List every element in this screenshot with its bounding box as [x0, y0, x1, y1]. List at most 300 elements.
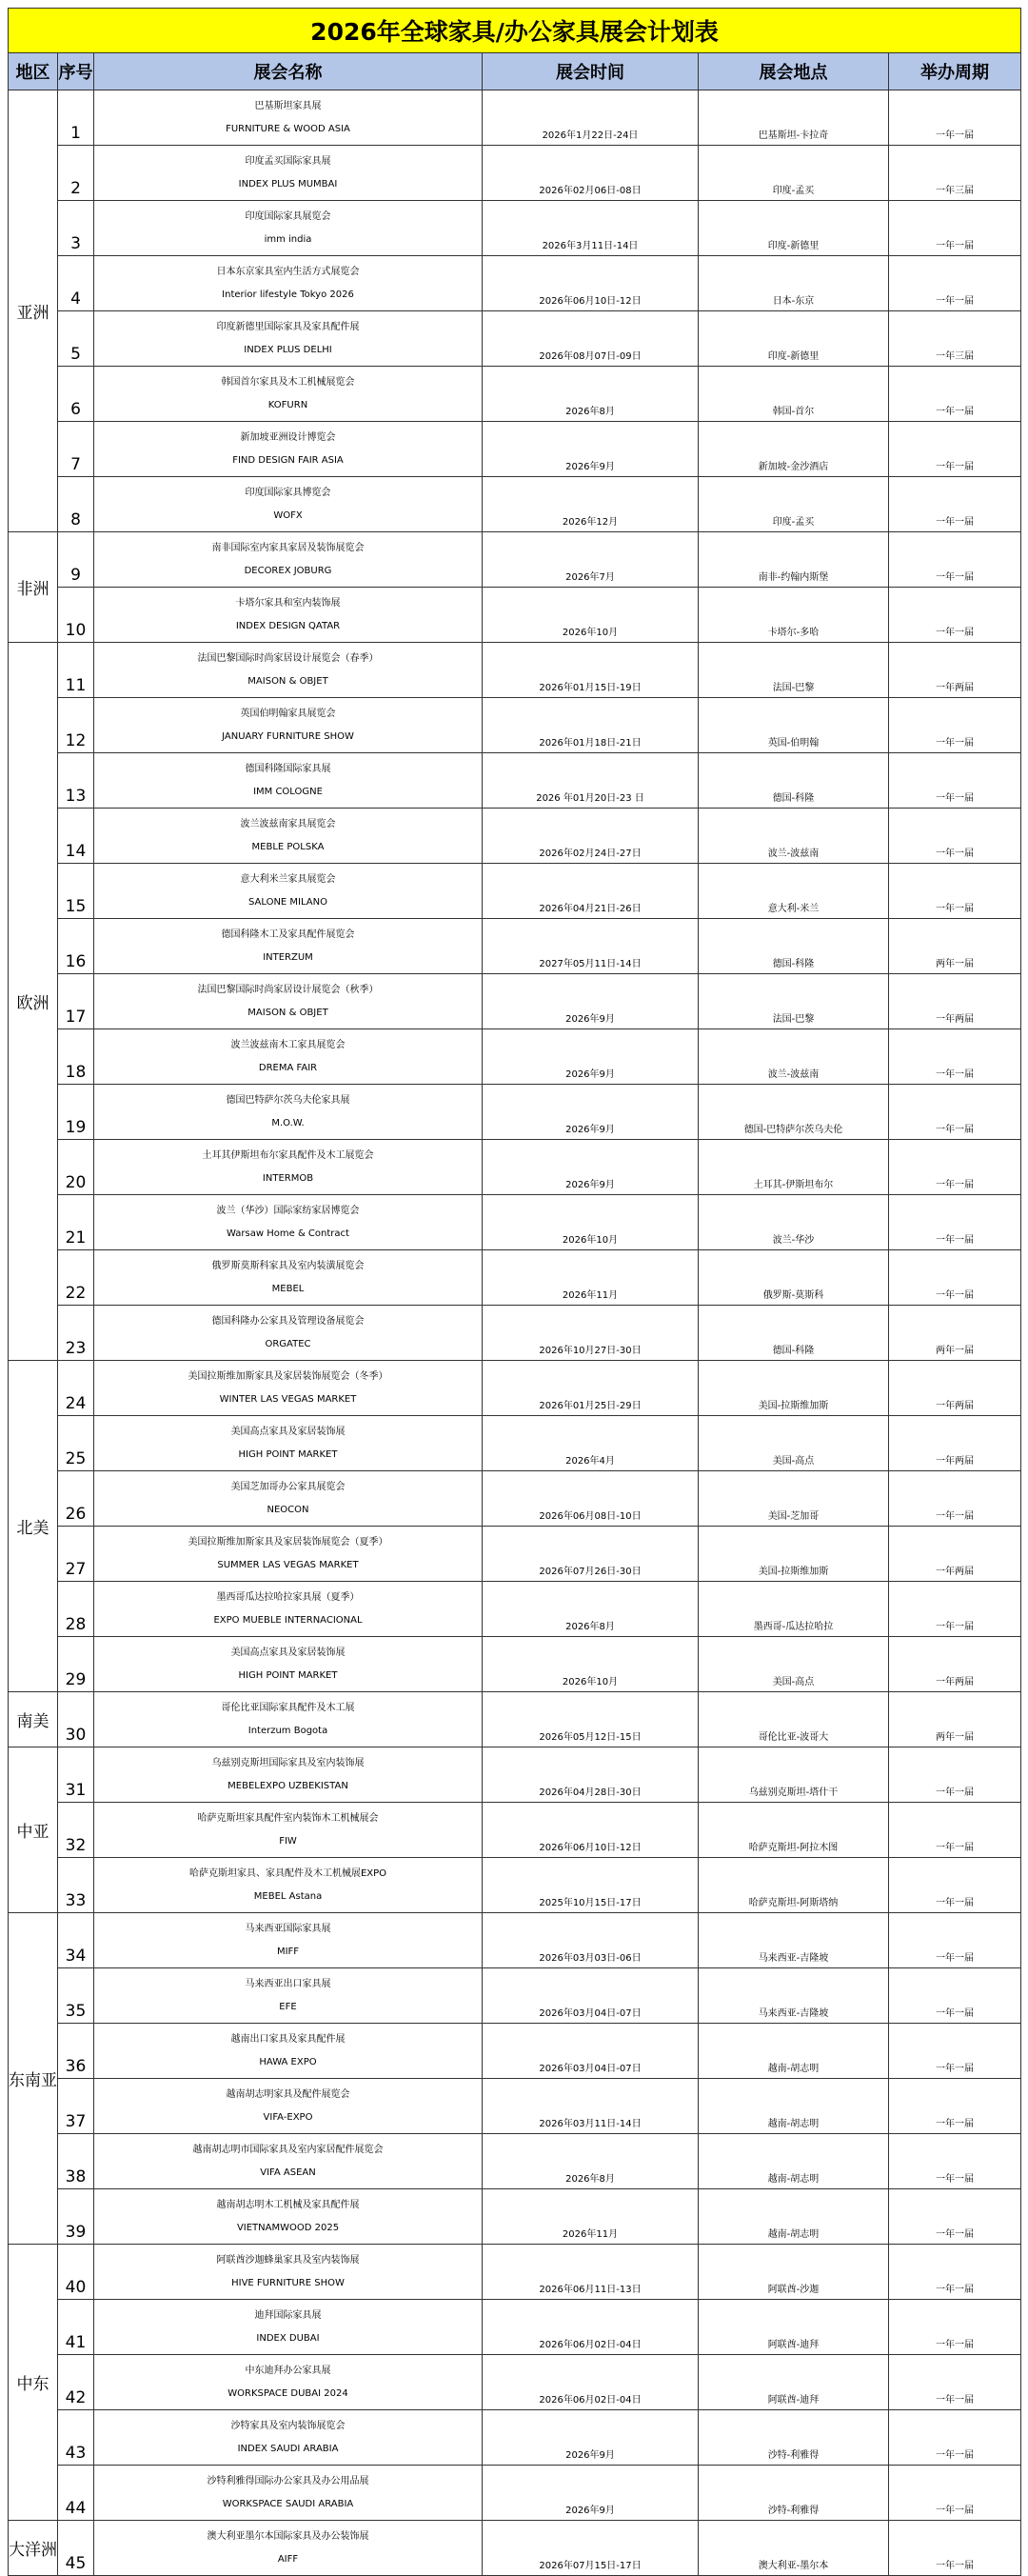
- exhibition-name-en: HIGH POINT MARKET: [238, 1448, 338, 1460]
- exhibition-date: 2026年05月12日-15日: [483, 1692, 699, 1747]
- row-number: 28: [58, 1582, 94, 1637]
- exhibition-name-en: INTERZUM: [263, 951, 313, 963]
- exhibition-name-cn: 迪拜国际家具展: [254, 2309, 322, 2321]
- exhibition-name: [94, 367, 483, 422]
- exhibition-name-cn: 巴基斯坦家具展: [254, 100, 322, 111]
- exhibition-location: 哈萨克斯坦-阿拉木图: [699, 1803, 889, 1858]
- exhibition-name: [94, 1803, 483, 1858]
- exhibition-name: [94, 1029, 483, 1085]
- exhibition-name: [94, 919, 483, 974]
- exhibition-location: 沙特-利雅得: [699, 2410, 889, 2466]
- exhibition-name-cn: 美国拉斯维加斯家具及家居装饰展览会（夏季）: [188, 1536, 388, 1548]
- row-number: 30: [58, 1692, 94, 1747]
- exhibition-name: [94, 256, 483, 311]
- exhibition-date: 2026年04月28日-30日: [483, 1747, 699, 1803]
- exhibition-name-cn: 波兰（华沙）国际家纺家居博览会: [216, 1205, 360, 1216]
- exhibition-date: 2026年06月11日-13日: [483, 2245, 699, 2300]
- exhibition-name-cn: 德国科隆办公家具及管理设备展览会: [211, 1315, 365, 1327]
- exhibition-name-en: INDEX DESIGN QATAR: [235, 620, 341, 631]
- exhibition-name: [94, 2024, 483, 2079]
- exhibition-name-cn: 澳大利亚墨尔本国际家具及办公装饰展: [207, 2530, 369, 2542]
- row-number: 12: [58, 698, 94, 753]
- exhibition-name: [94, 698, 483, 753]
- exhibition-cycle: 一年一届: [889, 2079, 1021, 2134]
- exhibition-name-cn: 德国科隆木工及家具配件展览会: [221, 929, 355, 940]
- exhibition-location: 德国-巴特萨尔茨乌夫伦: [699, 1085, 889, 1140]
- exhibition-name-cn: 德国巴特萨尔茨乌夫伦家具展: [226, 1094, 350, 1106]
- exhibition-name-cn: 沙特家具及室内装饰展览会: [230, 2420, 346, 2431]
- exhibition-name-en: imm india: [264, 233, 312, 245]
- exhibition-name: [94, 974, 483, 1029]
- exhibition-name: [94, 422, 483, 477]
- exhibition-location: 意大利-米兰: [699, 864, 889, 919]
- exhibition-location: 土耳其-伊斯坦布尔: [699, 1140, 889, 1195]
- exhibition-name-en: NEOCON: [267, 1504, 309, 1515]
- exhibition-location: 阿联酋-沙迦: [699, 2245, 889, 2300]
- exhibition-name: [94, 1195, 483, 1250]
- table-row: [9, 1913, 1021, 1968]
- exhibition-cycle: 一年一届: [889, 864, 1021, 919]
- exhibition-cycle: 一年一届: [889, 2245, 1021, 2300]
- exhibition-location: 阿联酋-迪拜: [699, 2300, 889, 2355]
- exhibition-name-en: EXPO MUEBLE INTERNACIONAL: [213, 1614, 363, 1626]
- exhibition-cycle: 两年一届: [889, 1692, 1021, 1747]
- exhibition-name: [94, 2189, 483, 2245]
- exhibition-name-en: KOFURN: [267, 399, 308, 410]
- header-row: [9, 53, 1021, 90]
- exhibition-location: 德国-科隆: [699, 919, 889, 974]
- exhibition-date: 2026年11月: [483, 1250, 699, 1306]
- exhibition-cycle: 一年一届: [889, 2189, 1021, 2245]
- exhibition-name: [94, 2134, 483, 2189]
- exhibition-date: 2025年10月15日-17日: [483, 1858, 699, 1913]
- exhibition-location: 南非-约翰内斯堡: [699, 532, 889, 588]
- exhibition-location: 英国-伯明翰: [699, 698, 889, 753]
- exhibition-name-cn: 哈萨克斯坦家具配件室内装饰木工机械展会: [197, 1812, 379, 1824]
- table-row: [9, 1140, 1021, 1195]
- exhibition-name-en: FURNITURE & WOOD ASIA: [226, 123, 350, 134]
- exhibition-name: [94, 753, 483, 809]
- exhibition-date: 2026年8月: [483, 1582, 699, 1637]
- exhibition-date: 2026年03月03日-06日: [483, 1913, 699, 1968]
- exhibition-location: 美国-拉斯维加斯: [699, 1527, 889, 1582]
- exhibition-name-cn: 印度国际家具展览会: [245, 210, 331, 222]
- table-row: [9, 2521, 1021, 2576]
- exhibition-cycle: 一年一届: [889, 1195, 1021, 1250]
- exhibition-name: [94, 2245, 483, 2300]
- table-row: [9, 2134, 1021, 2189]
- exhibition-cycle: 一年一届: [889, 588, 1021, 643]
- exhibition-name-en: M.O.W.: [271, 1117, 305, 1128]
- exhibition-cycle: 一年一届: [889, 1471, 1021, 1527]
- exhibition-date: 2026年8月: [483, 2134, 699, 2189]
- exhibition-date: 2026年10月: [483, 588, 699, 643]
- exhibition-date: 2026年03月04日-07日: [483, 2024, 699, 2079]
- exhibition-name: [94, 1968, 483, 2024]
- row-number: 44: [58, 2466, 94, 2521]
- exhibition-date: 2026年02月06日-08日: [483, 146, 699, 201]
- table-row: [9, 698, 1021, 753]
- row-number: 17: [58, 974, 94, 1029]
- exhibition-location: 越南-胡志明: [699, 2024, 889, 2079]
- row-number: 41: [58, 2300, 94, 2355]
- exhibition-date: 2026年03月04日-07日: [483, 1968, 699, 2024]
- region-cell: 大洋洲: [9, 2521, 58, 2576]
- exhibition-name-cn: 德国科隆国际家具展: [245, 763, 331, 774]
- exhibition-cycle: 一年一届: [889, 2134, 1021, 2189]
- exhibition-location: 美国-高点: [699, 1637, 889, 1692]
- exhibition-name-cn: 印度新德里国际家具及家具配件展: [216, 321, 360, 332]
- row-number: 37: [58, 2079, 94, 2134]
- row-number: 10: [58, 588, 94, 643]
- row-number: 31: [58, 1747, 94, 1803]
- exhibition-cycle: 一年一届: [889, 2521, 1021, 2576]
- exhibition-cycle: 一年一届: [889, 1747, 1021, 1803]
- row-number: 7: [58, 422, 94, 477]
- exhibition-name-en: HAWA EXPO: [259, 2056, 317, 2067]
- exhibition-cycle: 一年一届: [889, 2410, 1021, 2466]
- exhibition-cycle: 一年两届: [889, 1637, 1021, 1692]
- exhibition-name: [94, 643, 483, 698]
- table-row: [9, 1306, 1021, 1361]
- exhibition-name-en: DECOREX JOBURG: [244, 565, 332, 576]
- exhibition-location: 澳大利亚-墨尔本: [699, 2521, 889, 2576]
- exhibition-name-en: FIW: [279, 1835, 297, 1847]
- exhibition-cycle: 一年一届: [889, 1582, 1021, 1637]
- exhibition-location: 波兰-波兹南: [699, 809, 889, 864]
- row-number: 40: [58, 2245, 94, 2300]
- exhibition-name-en: Warsaw Home & Contract: [227, 1228, 349, 1239]
- exhibition-cycle: 一年一届: [889, 1803, 1021, 1858]
- exhibition-name-en: SALONE MILANO: [247, 896, 327, 908]
- table-row: [9, 2024, 1021, 2079]
- table-row: [9, 974, 1021, 1029]
- exhibition-cycle: 一年三届: [889, 146, 1021, 201]
- exhibition-name-cn: 英国伯明翰家具展览会: [240, 708, 336, 719]
- exhibition-location: 沙特-利雅得: [699, 2466, 889, 2521]
- exhibition-name-cn: 日本东京家具室内生活方式展览会: [216, 266, 360, 277]
- exhibition-cycle: 两年一届: [889, 1306, 1021, 1361]
- exhibition-name-cn: 哈萨克斯坦家具、家具配件及木工机械展EXPO: [188, 1867, 387, 1879]
- exhibition-name-en: Interzum Bogota: [247, 1725, 328, 1736]
- exhibition-name-cn: 波兰波兹南家具展览会: [240, 818, 336, 829]
- exhibition-name: [94, 1637, 483, 1692]
- table-row: [9, 2079, 1021, 2134]
- row-number: 14: [58, 809, 94, 864]
- schedule-sheet: [8, 8, 1020, 2576]
- table-row: [9, 2300, 1021, 2355]
- table-row: [9, 1692, 1021, 1747]
- table-row: [9, 753, 1021, 809]
- row-number: 34: [58, 1913, 94, 1968]
- exhibition-date: 2026年02月24日-27日: [483, 809, 699, 864]
- exhibition-cycle: 一年一届: [889, 2024, 1021, 2079]
- exhibition-name-en: AIFF: [277, 2553, 299, 2565]
- exhibition-name-cn: 印度孟买国际家具展: [245, 155, 331, 167]
- exhibition-location: 波兰-波兹南: [699, 1029, 889, 1085]
- exhibition-date: 2026年9月: [483, 422, 699, 477]
- row-number: 38: [58, 2134, 94, 2189]
- row-number: 42: [58, 2355, 94, 2410]
- table-row: [9, 1582, 1021, 1637]
- exhibition-cycle: 一年一届: [889, 2466, 1021, 2521]
- exhibition-name: [94, 588, 483, 643]
- exhibition-name-en: VIFA ASEAN: [260, 2167, 316, 2178]
- exhibition-name-cn: 越南胡志明木工机械及家具配件展: [216, 2199, 360, 2210]
- table-row: [9, 2466, 1021, 2521]
- exhibition-name-cn: 俄罗斯莫斯科家具及室内装潢展览会: [211, 1260, 365, 1271]
- region-cell: 中亚: [9, 1747, 58, 1913]
- exhibition-location: 印度-新德里: [699, 201, 889, 256]
- exhibition-name: [94, 1747, 483, 1803]
- exhibition-cycle: 一年一届: [889, 422, 1021, 477]
- exhibition-name-cn: 法国巴黎国际时尚家居设计展览会（春季）: [197, 652, 379, 664]
- exhibition-location: 美国-拉斯维加斯: [699, 1361, 889, 1416]
- exhibition-location: 波兰-华沙: [699, 1195, 889, 1250]
- exhibition-date: 2026年9月: [483, 1085, 699, 1140]
- exhibition-location: 法国-巴黎: [699, 643, 889, 698]
- table-row: [9, 1029, 1021, 1085]
- exhibition-cycle: 一年一届: [889, 1140, 1021, 1195]
- exhibition-cycle: 一年一届: [889, 367, 1021, 422]
- exhibition-date: 2026年9月: [483, 1140, 699, 1195]
- exhibition-name: [94, 1471, 483, 1527]
- exhibition-name-cn: 卡塔尔家具和室内装饰展: [235, 597, 341, 609]
- exhibition-name-cn: 南非国际室内家具家居及装饰展览会: [211, 542, 365, 553]
- row-number: 45: [58, 2521, 94, 2576]
- exhibition-name: [94, 2079, 483, 2134]
- table-row: [9, 1250, 1021, 1306]
- exhibition-name: [94, 532, 483, 588]
- exhibition-name-en: MEBEL Astana: [253, 1890, 323, 1902]
- exhibition-date: 2026年07月15日-17日: [483, 2521, 699, 2576]
- exhibition-name-cn: 美国高点家具及家居装饰展: [230, 1426, 346, 1437]
- exhibition-name-en: JANUARY FURNITURE SHOW: [222, 730, 354, 742]
- table-row: [9, 90, 1021, 146]
- exhibition-name: [94, 311, 483, 367]
- exhibition-cycle: 一年两届: [889, 974, 1021, 1029]
- exhibition-name-en: MEBLE POLSKA: [251, 841, 325, 852]
- exhibition-cycle: 两年一届: [889, 919, 1021, 974]
- exhibition-cycle: 一年三届: [889, 311, 1021, 367]
- exhibition-name-cn: 阿联酋沙迦蜂巢家具及室内装饰展: [216, 2254, 360, 2266]
- exhibition-name-cn: 沙特利雅得国际办公家具及办公用品展: [207, 2475, 369, 2486]
- region-cell: 欧洲: [9, 643, 58, 1361]
- exhibition-date: 2026 年01月20日-23 日: [483, 753, 699, 809]
- table-row: [9, 1968, 1021, 2024]
- row-number: 33: [58, 1858, 94, 1913]
- exhibition-name: [94, 1306, 483, 1361]
- table-row: [9, 532, 1021, 588]
- table-row: [9, 201, 1021, 256]
- exhibition-name-cn: 美国高点家具及家居装饰展: [230, 1647, 346, 1658]
- exhibition-name: [94, 2355, 483, 2410]
- row-number: 36: [58, 2024, 94, 2079]
- exhibition-date: 2026年06月08日-10日: [483, 1471, 699, 1527]
- table-row: [9, 2189, 1021, 2245]
- exhibition-name-en: HIGH POINT MARKET: [238, 1669, 338, 1681]
- table-row: [9, 1803, 1021, 1858]
- table-row: [9, 146, 1021, 201]
- exhibition-name-cn: 乌兹别克斯坦国际家具及室内装饰展: [211, 1757, 365, 1768]
- exhibition-name-cn: 马来西亚国际家具展: [245, 1923, 331, 1934]
- exhibition-cycle: 一年一届: [889, 2300, 1021, 2355]
- exhibition-date: 2026年04月21日-26日: [483, 864, 699, 919]
- exhibition-name: [94, 1858, 483, 1913]
- exhibition-location: 印度-孟买: [699, 477, 889, 532]
- exhibition-name-cn: 印度国际家具博览会: [245, 487, 331, 498]
- table-row: [9, 588, 1021, 643]
- exhibition-location: 马来西亚-吉隆坡: [699, 1913, 889, 1968]
- exhibition-cycle: 一年两届: [889, 1361, 1021, 1416]
- row-number: 9: [58, 532, 94, 588]
- exhibition-location: 印度-新德里: [699, 311, 889, 367]
- exhibition-cycle: 一年一届: [889, 532, 1021, 588]
- exhibition-cycle: 一年一届: [889, 2355, 1021, 2410]
- exhibition-name: [94, 1692, 483, 1747]
- row-number: 2: [58, 146, 94, 201]
- header-region: 地区: [9, 53, 58, 90]
- exhibition-location: 德国-科隆: [699, 753, 889, 809]
- exhibition-name: [94, 2410, 483, 2466]
- exhibition-name: [94, 1140, 483, 1195]
- row-number: 29: [58, 1637, 94, 1692]
- exhibition-name: [94, 864, 483, 919]
- exhibition-date: 2026年1月22日-24日: [483, 90, 699, 146]
- exhibition-date: 2026年01月15日-19日: [483, 643, 699, 698]
- exhibition-name-en: VIETNAMWOOD 2025: [236, 2222, 340, 2233]
- exhibition-location: 越南-胡志明: [699, 2134, 889, 2189]
- exhibition-date: 2026年9月: [483, 2410, 699, 2466]
- exhibition-date: 2026年01月25日-29日: [483, 1361, 699, 1416]
- exhibition-cycle: 一年一届: [889, 201, 1021, 256]
- region-cell: 非洲: [9, 532, 58, 643]
- exhibition-name-en: EFE: [279, 2001, 297, 2012]
- exhibition-name: [94, 1085, 483, 1140]
- exhibition-name: [94, 146, 483, 201]
- table-row: [9, 256, 1021, 311]
- exhibition-name-cn: 越南胡志明市国际家具及室内家居配件展览会: [192, 2144, 384, 2155]
- exhibition-location: 法国-巴黎: [699, 974, 889, 1029]
- table-row: [9, 864, 1021, 919]
- exhibition-location: 美国-芝加哥: [699, 1471, 889, 1527]
- row-number: 5: [58, 311, 94, 367]
- table-row: [9, 1858, 1021, 1913]
- exhibition-name-en: INDEX PLUS MUMBAI: [238, 178, 338, 190]
- exhibition-name: [94, 1527, 483, 1582]
- exhibition-date: 2026年9月: [483, 1029, 699, 1085]
- exhibition-date: 2026年8月: [483, 367, 699, 422]
- table-row: [9, 2410, 1021, 2466]
- exhibition-name: [94, 90, 483, 146]
- exhibition-table: [8, 8, 1021, 2576]
- exhibition-name-cn: 哥伦比亚国际家具配件及木工展: [221, 1702, 355, 1713]
- row-number: 15: [58, 864, 94, 919]
- exhibition-name-en: MIFF: [276, 1946, 300, 1957]
- exhibition-date: 2026年01月18日-21日: [483, 698, 699, 753]
- exhibition-name: [94, 1913, 483, 1968]
- row-number: 23: [58, 1306, 94, 1361]
- table-row: [9, 1195, 1021, 1250]
- exhibition-cycle: 一年一届: [889, 1250, 1021, 1306]
- region-cell: 亚洲: [9, 90, 58, 532]
- exhibition-date: 2026年9月: [483, 974, 699, 1029]
- region-cell: 中东: [9, 2245, 58, 2521]
- exhibition-name-en: INDEX DUBAI: [256, 2332, 320, 2344]
- table-row: [9, 311, 1021, 367]
- exhibition-name-cn: 墨西哥瓜达拉哈拉家具展（夏季）: [216, 1591, 360, 1603]
- exhibition-name-en: SUMMER LAS VEGAS MARKET: [217, 1559, 359, 1570]
- exhibition-location: 越南-胡志明: [699, 2079, 889, 2134]
- row-number: 35: [58, 1968, 94, 2024]
- exhibition-name-cn: 马来西亚出口家具展: [245, 1978, 331, 1989]
- row-number: 8: [58, 477, 94, 532]
- row-number: 18: [58, 1029, 94, 1085]
- row-number: 22: [58, 1250, 94, 1306]
- exhibition-name-en: Interior lifestyle Tokyo 2026: [222, 289, 354, 300]
- exhibition-name: [94, 2300, 483, 2355]
- exhibition-date: 2026年11月: [483, 2189, 699, 2245]
- exhibition-name-en: ORGATEC: [265, 1338, 311, 1349]
- exhibition-location: 哥伦比亚-波哥大: [699, 1692, 889, 1747]
- exhibition-cycle: 一年一届: [889, 1858, 1021, 1913]
- row-number: 32: [58, 1803, 94, 1858]
- table-title: 2026年全球家具/办公家具展会计划表: [9, 9, 1021, 53]
- exhibition-name-cn: 韩国首尔家具及木工机械展览会: [221, 376, 355, 388]
- exhibition-name-en: VIFA-EXPO: [263, 2111, 313, 2123]
- table-row: [9, 1471, 1021, 1527]
- exhibition-location: 乌兹别克斯坦-塔什干: [699, 1747, 889, 1803]
- table-row: [9, 2355, 1021, 2410]
- exhibition-date: 2026年10月: [483, 1195, 699, 1250]
- exhibition-name-en: INDEX SAUDI ARABIA: [237, 2443, 339, 2454]
- exhibition-location: 美国-高点: [699, 1416, 889, 1471]
- region-cell: 东南亚: [9, 1913, 58, 2245]
- table-row: [9, 422, 1021, 477]
- exhibition-name: [94, 2521, 483, 2576]
- exhibition-name-cn: 美国芝加哥办公家具展览会: [230, 1481, 346, 1492]
- table-row: [9, 809, 1021, 864]
- exhibition-name-en: MAISON & OBJET: [247, 675, 328, 687]
- header-date: 展会时间: [483, 53, 699, 90]
- exhibition-cycle: 一年一届: [889, 809, 1021, 864]
- exhibition-name-cn: 越南出口家具及家具配件展: [230, 2033, 346, 2045]
- exhibition-date: 2026年3月11日-14日: [483, 201, 699, 256]
- table-row: [9, 1416, 1021, 1471]
- table-row: [9, 1747, 1021, 1803]
- exhibition-name-cn: 意大利米兰家具展览会: [240, 873, 336, 885]
- exhibition-name: [94, 201, 483, 256]
- exhibition-cycle: 一年两届: [889, 643, 1021, 698]
- exhibition-location: 印度-孟买: [699, 146, 889, 201]
- table-body: [9, 90, 1021, 2576]
- table-row: [9, 477, 1021, 532]
- exhibition-name-en: INTERMOB: [262, 1172, 314, 1184]
- exhibition-name: [94, 1416, 483, 1471]
- exhibition-location: 越南-胡志明: [699, 2189, 889, 2245]
- table-row: [9, 1527, 1021, 1582]
- header-no: 序号: [58, 53, 94, 90]
- row-number: 13: [58, 753, 94, 809]
- region-cell: 南美: [9, 1692, 58, 1747]
- exhibition-name-en: WINTER LAS VEGAS MARKET: [219, 1393, 357, 1405]
- row-number: 4: [58, 256, 94, 311]
- table-row: [9, 1361, 1021, 1416]
- exhibition-name-en: WORKSPACE DUBAI 2024: [227, 2387, 348, 2399]
- row-number: 27: [58, 1527, 94, 1582]
- row-number: 43: [58, 2410, 94, 2466]
- row-number: 19: [58, 1085, 94, 1140]
